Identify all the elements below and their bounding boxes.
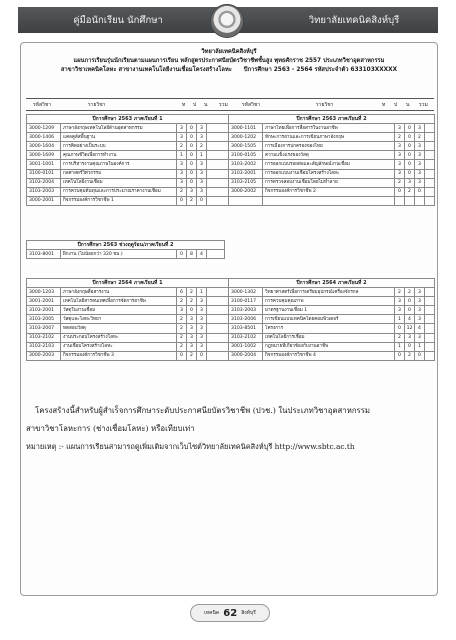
credit-units: 0 [415,351,425,360]
course-table-year1 [26,114,435,206]
col-name-right: รายวิชา [316,102,334,108]
total-cell [207,324,229,333]
course-name: การออกแบบรอยต่อและสัญลักษณ์งานเชื่อม [263,160,395,169]
note-paragraph-1: โครงสร้างนี้สำหรับผู้สำเร็จการศึกษาระดับประกาศนียบัตรวิชาชีพ (ปวช.) ในประเภทวิชาอุตสาหกรรม [35,406,371,415]
total-cell [207,333,229,342]
table-row [27,133,435,142]
practice-hours: 0 [187,306,197,315]
credit-units: 3 [197,160,207,169]
table-row [27,196,435,205]
col-n-left: น [204,102,208,108]
footer-left-text: เทคนิค [204,610,220,616]
course-name: เทคโนโลยีการเชื่อม [263,333,395,342]
course-code: 3100-0105 [229,151,263,160]
course-code: 3103-8501 [229,324,263,333]
credit-units: 3 [415,124,425,133]
col-p-right: ป [394,102,398,108]
course-code: 3103-2102 [229,333,263,342]
practice-hours: 0 [187,124,197,133]
practice-hours: 8 [187,250,197,259]
table-row [27,342,435,351]
total-cell [207,160,229,169]
table-row [27,306,435,315]
course-name: การควบคุมคุณภาพ [263,297,395,306]
course-code: 3000-1203 [27,288,61,297]
practice-hours: 0 [405,151,415,160]
total-cell [207,250,225,259]
practice-hours: 12 [405,324,415,333]
credit-units: 3 [415,178,425,187]
course-code: 3000-1406 [27,133,61,142]
total-cell [425,151,435,160]
total-cell [207,151,229,160]
credit-units: 3 [197,133,207,142]
college-seal-icon [210,4,244,38]
theory-hours: 0 [395,324,405,333]
credit-units: 3 [197,324,207,333]
theory-hours: 2 [177,342,187,351]
theory-hours: 3 [395,160,405,169]
credit-units: 4 [415,324,425,333]
course-name: เทคโนโลยีสารสนเทศเพื่อการจัดการอาชีพ [61,297,177,306]
theory-hours: 2 [395,333,405,342]
course-code: 3000-1604 [27,142,61,151]
practice-hours: 2 [187,297,197,306]
total-cell [425,333,435,342]
practice-hours: 3 [187,333,197,342]
theory-hours: 2 [177,324,187,333]
practice-hours: 3 [187,324,197,333]
summer-header: ปีการศึกษา 2563 ช่วงฤดูร้อน/ภาคเรียนที่ 2 [27,241,225,250]
footer-right-text: สิงห์บุรี [241,610,256,616]
theory-hours: 0 [395,187,405,196]
course-code: 3001-1002 [229,342,263,351]
course-code: 3000-1209 [27,124,61,133]
course-code: 3103-2004 [27,178,61,187]
course-code: 3103-2105 [229,178,263,187]
title-line-3-program: สาขาวิชาเทคนิคโลหะ สาขางานเทคโนโลยีงานเชื่อมโครงสร้างโลหะ [60,67,232,73]
total-cell [425,297,435,306]
note-paragraph-2: สาขาวิชาโลหะการ (ช่างเชื่อมโลหะ) หรือเทียบเท่า [26,424,195,433]
practice-hours: 0 [405,169,415,178]
course-name: วิทยาศาสตร์เพื่อการเตรียมอุปกรณ์เครื่องจักรกล [263,288,395,297]
theory-hours: 3 [395,142,405,151]
total-cell [425,187,435,196]
total-cell [207,133,229,142]
course-name: การคิดอย่างเป็นระบบ [61,142,177,151]
credit-units: 3 [197,297,207,306]
credit-units: 3 [197,315,207,324]
total-cell [207,297,229,306]
credit-units: 3 [415,142,425,151]
col-total-right: รวม [419,102,428,108]
practice-hours: 0 [405,297,415,306]
course-name: กิจกรรมองค์การวิชาชีพ 1 [61,196,177,205]
total-cell [425,351,435,360]
course-name: แคลคูลัสพื้นฐาน [61,133,177,142]
header-left-text: คู่มือนักเรียน นักศึกษา [73,14,163,26]
total-cell [425,124,435,133]
course-code: 3001-2001 [27,297,61,306]
course-name: การออกแบบงานเชื่อมโครงสร้างโลหะ [263,169,395,178]
course-code: 3100-0117 [229,297,263,306]
theory-hours: 2 [395,133,405,142]
theory-hours: 0 [177,250,187,259]
practice-hours: 3 [187,315,197,324]
total-cell [207,142,229,151]
theory-hours: 3 [395,124,405,133]
practice-hours: 2 [187,196,197,205]
practice-hours: 2 [187,288,197,297]
course-name: การบริหารงานคุณภาพในองค์การ [61,160,177,169]
credit-units: 2 [415,133,425,142]
col-t-right: ท [382,102,386,108]
course-name: ฝึกงาน (ไม่น้อยกว่า 320 ชม.) [61,250,177,259]
total-cell [425,169,435,178]
total-cell [207,178,229,187]
credit-units: 3 [415,169,425,178]
col-code-right: รหัสวิชา [242,102,261,108]
theory-hours: 1 [395,342,405,351]
course-code: 3000-1609 [27,151,61,160]
title-line-2: แผนการเรียนรุ่นนักเรียนตามแผนการเรียน หลักสูตรประกาศนียบัตรวิชาชีพชั้นสูง พุทธศักราช 2557 ประเภทวิชาอุตสาหกรรม [73,58,385,64]
title-line-3-year: ปีการศึกษา 2563 - 2564 รหัสประจำตัว 633103XXXXX [243,67,398,73]
course-name: คุณภาพชีวิตเพื่อการทำงาน [61,151,177,160]
course-name: การเมืองการปกครองของไทย [263,142,395,151]
practice-hours: 2 [405,351,415,360]
credit-units: 3 [415,151,425,160]
course-code: 3103-2007 [27,324,61,333]
theory-hours: 2 [177,142,187,151]
total-cell [425,315,435,324]
total-cell [207,196,229,205]
page-footer [190,604,270,622]
table-header-row [27,279,435,288]
course-code: 3000-2003 [27,351,61,360]
total-cell [207,187,229,196]
practice-hours: 0 [405,306,415,315]
title-line-1: วิทยาลัยเทคนิคสิงห์บุรี [201,49,257,55]
semester-header-left: ปีการศึกษา 2563 ภาคเรียนที่ 1 [27,115,229,124]
credit-units: 1 [415,342,425,351]
theory-hours: 3 [395,297,405,306]
theory-hours: 6 [177,288,187,297]
theory-hours: 0 [395,351,405,360]
course-name: ภาษาอังกฤษสื่อสารงาน [61,288,177,297]
table-row [27,178,435,187]
col-total-left: รวม [219,102,228,108]
theory-hours: 3 [177,160,187,169]
table-row [27,324,435,333]
theory-hours: 0 [177,351,187,360]
credit-units: 0 [415,187,425,196]
practice-hours: 0 [405,124,415,133]
course-name: การตรวจสอบงานเชื่อมโดยไม่ทำลาย [263,178,395,187]
col-name-left: รายวิชา [88,102,106,108]
course-name: กิจกรรมองค์การวิชาชีพ 4 [263,351,395,360]
course-code: 3103-2103 [27,342,61,351]
total-cell [207,288,229,297]
practice-hours: 0 [187,133,197,142]
credit-units: 1 [197,288,207,297]
theory-hours: 1 [177,151,187,160]
theory-hours: 2 [177,187,187,196]
table-row [27,160,435,169]
credit-units: 3 [415,306,425,315]
course-name: กิจกรรมองค์การวิชาชีพ 2 [263,187,395,196]
course-code: 3000-1302 [229,288,263,297]
total-cell [207,342,229,351]
course-code: 3100-0101 [27,169,61,178]
course-name: กฎหมายที่เกี่ยวข้องกับงานอาชีพ [263,342,395,351]
total-cell [207,306,229,315]
table-row [27,250,225,259]
table-row [27,288,435,297]
practice-hours: 0 [405,142,415,151]
credit-units: 3 [197,178,207,187]
theory-hours: 3 [177,133,187,142]
header-right-text: วิทยาลัยเทคนิคสิงห์บุรี [308,14,400,26]
practice-hours: 0 [187,151,197,160]
theory-hours: 2 [395,178,405,187]
credit-units: 3 [415,297,425,306]
practice-hours: 0 [187,142,197,151]
course-name: การเขียนแบบเทคนิคโดยคอมพิวเตอร์ [263,315,395,324]
course-code: 3000-1101 [229,124,263,133]
credit-units: 3 [197,124,207,133]
theory-hours: 1 [395,315,405,324]
practice-hours: 3 [187,342,197,351]
theory-hours: 3 [177,178,187,187]
course-name: ความแข็งแรงของวัสดุ [263,151,395,160]
course-name: เทคโนโลยีงานเชื่อม [61,178,177,187]
course-name: กลศาสตร์วิศวกรรม [61,169,177,178]
note-remark: หมายเหตุ :- แผนการเรียนสามารถดูเพิ่มเติมจากเว็บไซต์วิทยาลัยเทคนิคสิงห์บุรี http://www.sbtc.ac.th [26,442,355,451]
course-name: งานเชื่อมโครงสร้างโลหะ [61,342,177,351]
credit-units: 3 [197,306,207,315]
practice-hours: 4 [405,315,415,324]
theory-hours [395,196,405,205]
table-row [27,351,435,360]
theory-hours: 2 [177,297,187,306]
total-cell [425,142,435,151]
header-rule-top [26,98,434,99]
theory-hours: 3 [395,169,405,178]
course-name: ทักษะการอ่านและการเขียนภาษาอังกฤษ [263,133,395,142]
table-row [27,315,435,324]
practice-hours: 2 [405,288,415,297]
theory-hours: 3 [395,151,405,160]
credit-units: 3 [197,342,207,351]
practice-hours: 3 [405,178,415,187]
credit-units: 0 [197,196,207,205]
course-code: 3000-1202 [229,133,263,142]
course-code: 3103-2102 [27,333,61,342]
semester-header-left: ปีการศึกษา 2564 ภาคเรียนที่ 1 [27,279,229,288]
credit-units: 3 [415,160,425,169]
course-name: ทดสอบวัสดุ [61,324,177,333]
course-code: 3103-2002 [229,160,263,169]
total-cell [425,133,435,142]
total-cell [425,342,435,351]
total-cell [207,169,229,178]
theory-hours: 3 [177,124,187,133]
theory-hours: 3 [177,306,187,315]
col-p-left: ป [193,102,197,108]
course-name: งานประกอบโครงสร้างโลหะ [61,333,177,342]
credit-units: 3 [415,315,425,324]
table-row [27,187,435,196]
course-name: มาตรฐานงานเชื่อม 1 [263,306,395,315]
table-row [27,169,435,178]
theory-hours: 3 [395,306,405,315]
course-name: วัสดุและโลหะวิทยา [61,315,177,324]
practice-hours: 0 [187,178,197,187]
course-code [229,196,263,205]
course-code: 3103-2005 [27,315,61,324]
credit-units: 2 [197,142,207,151]
course-code: 3000-2001 [27,196,61,205]
col-t-left: ท [182,102,186,108]
practice-hours: 0 [405,133,415,142]
course-table-year2 [26,278,435,361]
course-table-summer [26,240,225,259]
practice-hours: 0 [187,160,197,169]
practice-hours: 0 [405,342,415,351]
semester-header-right: ปีการศึกษา 2564 ภาคเรียนที่ 2 [229,279,435,288]
col-n-right: น [406,102,410,108]
page-number: 62 [223,607,238,619]
table-header-row [27,241,225,250]
total-cell [207,351,229,360]
course-code: 3103-2003 [229,306,263,315]
course-name: กิจกรรมองค์การวิชาชีพ 3 [61,351,177,360]
total-cell [207,124,229,133]
practice-hours [405,196,415,205]
course-name [263,196,395,205]
course-code: 3103-2001 [229,169,263,178]
total-cell [207,315,229,324]
practice-hours: 0 [405,160,415,169]
practice-hours: 3 [187,187,197,196]
theory-hours: 3 [177,169,187,178]
document-title [20,48,438,75]
total-cell [425,196,435,205]
course-code: 3000-2004 [229,351,263,360]
semester-header-right: ปีการศึกษา 2563 ภาคเรียนที่ 2 [229,115,435,124]
credit-units: 3 [197,187,207,196]
course-name: การควบคุมต้นทุนและการประมาณราคางานเชื่อม [61,187,177,196]
table-row [27,333,435,342]
course-code: 3000-2002 [229,187,263,196]
credit-units: 0 [197,351,207,360]
course-code: 3103-8001 [27,250,61,259]
total-cell [425,306,435,315]
practice-hours: 0 [187,169,197,178]
table-row [27,151,435,160]
course-code: 3103-2006 [229,315,263,324]
total-cell [425,178,435,187]
course-name: ภาษาอังกฤษเทคโนโลยีด้านอุตสาหกรรม [61,124,177,133]
col-code-left: รหัสวิชา [33,102,52,108]
table-row [27,124,435,133]
column-headers [26,100,434,110]
credit-units [415,196,425,205]
total-cell [425,160,435,169]
total-cell [425,288,435,297]
table-row [27,297,435,306]
practice-hours: 2 [405,187,415,196]
theory-hours: 2 [177,315,187,324]
course-code: 3103-2003 [27,187,61,196]
table-row [27,142,435,151]
course-name: โครงการ [263,324,395,333]
course-code: 3103-2001 [27,306,61,315]
course-code: 3001-1001 [27,160,61,169]
theory-hours: 2 [395,288,405,297]
credit-units: 4 [197,250,207,259]
header-rule-bottom [26,110,434,111]
table-header-row [27,115,435,124]
course-name: ภาษาไทยเพื่อการสื่อสารในงานอาชีพ [263,124,395,133]
total-cell [425,324,435,333]
credit-units: 3 [415,333,425,342]
credit-units: 3 [197,169,207,178]
course-name: วัสดุในงานเชื่อม [61,306,177,315]
credit-units: 3 [197,333,207,342]
practice-hours: 3 [405,333,415,342]
practice-hours: 2 [187,351,197,360]
credit-units: 3 [415,288,425,297]
course-code: 3000-1505 [229,142,263,151]
theory-hours: 0 [177,196,187,205]
theory-hours: 2 [177,333,187,342]
credit-units: 1 [197,151,207,160]
